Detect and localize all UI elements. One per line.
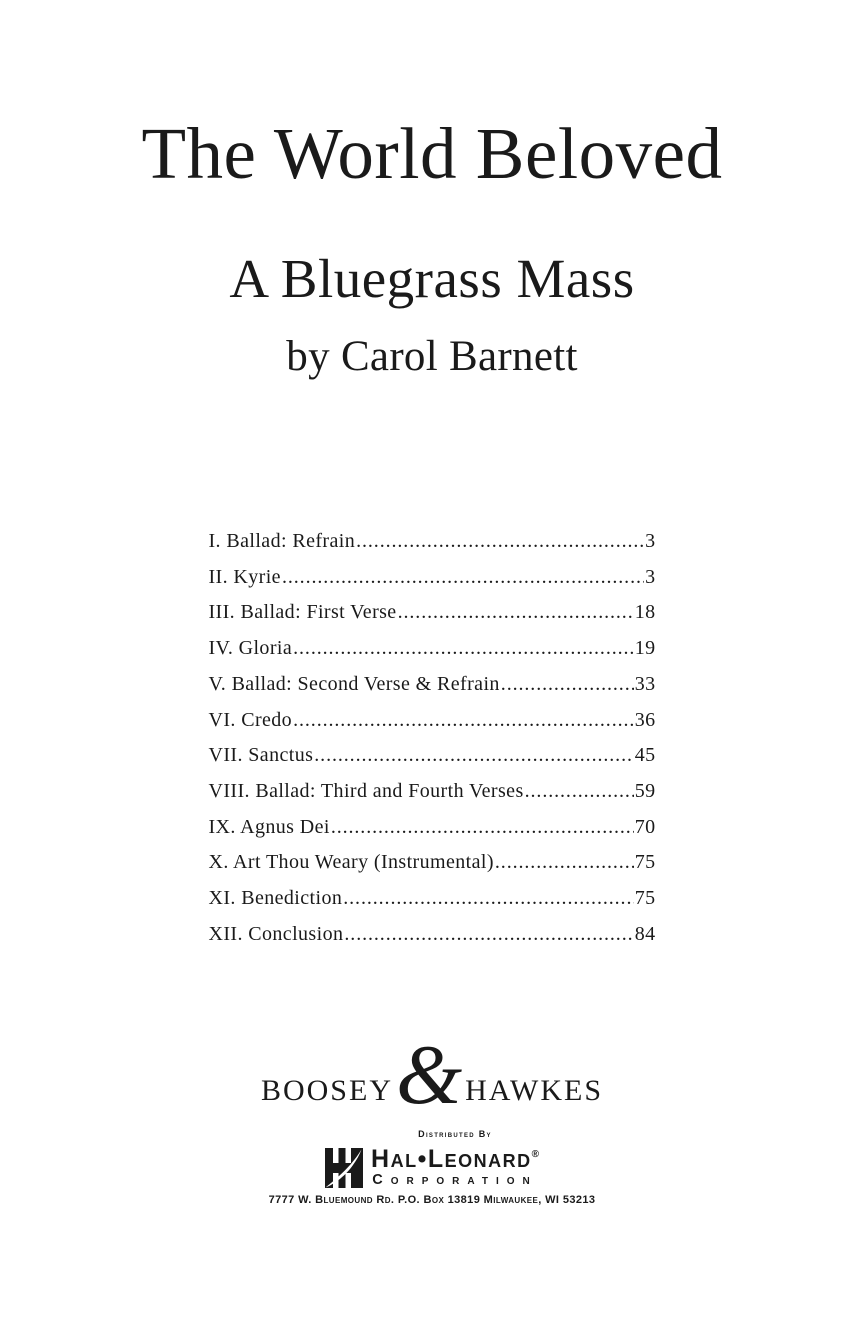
toc-row <box>209 917 656 953</box>
distributor-address: 7777 W. Bluemound Rd. P.O. Box 13819 Milwaukee, WI 53213 <box>268 1194 596 1207</box>
toc-dot-leader <box>495 845 634 881</box>
toc-entry-label: XII. Conclusion <box>208 922 344 945</box>
toc-entry-label: XI. Benediction <box>208 887 343 910</box>
bh-wordmark-left: BOOSEY <box>260 1074 393 1108</box>
toc-row <box>209 774 656 810</box>
toc-dot-leader <box>344 917 633 953</box>
toc-page-number: 59 <box>634 779 656 802</box>
toc-dot-leader <box>293 631 634 667</box>
distributed-by-label: Distributed By <box>418 1129 492 1140</box>
toc-page-number: 19 <box>634 637 656 660</box>
toc-entry-label: VII. Sanctus <box>208 744 314 767</box>
toc-dot-leader <box>331 810 634 846</box>
toc-dot-leader <box>525 774 634 810</box>
toc-page-number: 33 <box>634 672 656 695</box>
toc-row <box>209 631 656 667</box>
table-of-contents <box>209 524 656 952</box>
toc-dot-leader <box>293 703 634 739</box>
toc-row <box>209 738 656 774</box>
toc-page-number: 3 <box>645 565 656 588</box>
toc-entry-label: VIII. Ballad: Third and Fourth Verses <box>208 779 524 802</box>
composer-byline: by Carol Barnett <box>286 333 578 380</box>
corporation-label: Corporation <box>372 1172 538 1189</box>
hal-leonard-text <box>371 1128 539 1188</box>
toc-entry-label: VI. Credo <box>208 708 293 731</box>
toc-row <box>209 703 656 739</box>
toc-row <box>209 524 656 560</box>
toc-entry-label: IV. Gloria <box>208 637 293 660</box>
toc-page-number: 3 <box>645 530 656 552</box>
toc-dot-leader <box>282 560 644 596</box>
toc-dot-leader <box>356 524 644 560</box>
boosey-hawkes-logo <box>0 1028 864 1123</box>
toc-dot-leader <box>398 595 634 631</box>
distributor-block <box>0 1128 864 1207</box>
toc-page-number: 84 <box>634 922 656 945</box>
toc-row <box>209 560 656 596</box>
work-subtitle: A Bluegrass Mass <box>229 248 635 309</box>
toc-page-number: 36 <box>634 708 656 731</box>
hal-leonard-name <box>371 1143 539 1174</box>
toc-page-number: 70 <box>634 815 656 838</box>
toc-entry-label: II. Kyrie <box>208 565 281 588</box>
toc-entry-label: V. Ballad: Second Verse & Refrain <box>208 672 500 695</box>
toc-entry-label: IX. Agnus Dei <box>208 815 330 838</box>
toc-row <box>209 667 656 703</box>
toc-page-number: 75 <box>634 887 656 910</box>
bh-wordmark-right: HAWKES <box>465 1074 604 1108</box>
toc-row <box>209 881 656 917</box>
registered-trademark-symbol: ® <box>531 1149 539 1161</box>
work-title: The World Beloved <box>141 113 723 194</box>
toc-row <box>209 845 656 881</box>
toc-page-number: 75 <box>634 851 656 874</box>
toc-page-number: 45 <box>634 744 656 767</box>
hal-leonard-logo <box>0 1128 864 1188</box>
toc-row <box>209 595 656 631</box>
toc-entry-label: X. Art Thou Weary (Instrumental) <box>208 851 494 874</box>
toc-entry-label: III. Ballad: First Verse <box>208 601 397 624</box>
toc-row <box>209 810 656 846</box>
toc-entry-label: I. Ballad: Refrain <box>208 530 356 552</box>
toc-dot-leader <box>501 667 634 703</box>
toc-page-number: 18 <box>634 601 656 624</box>
hal-leonard-wordmark: Hal•Leonard <box>371 1145 532 1174</box>
bh-ampersand: & <box>395 1028 463 1123</box>
toc-dot-leader <box>314 738 633 774</box>
toc-dot-leader <box>343 881 633 917</box>
hal-leonard-logo-icon <box>325 1148 363 1188</box>
